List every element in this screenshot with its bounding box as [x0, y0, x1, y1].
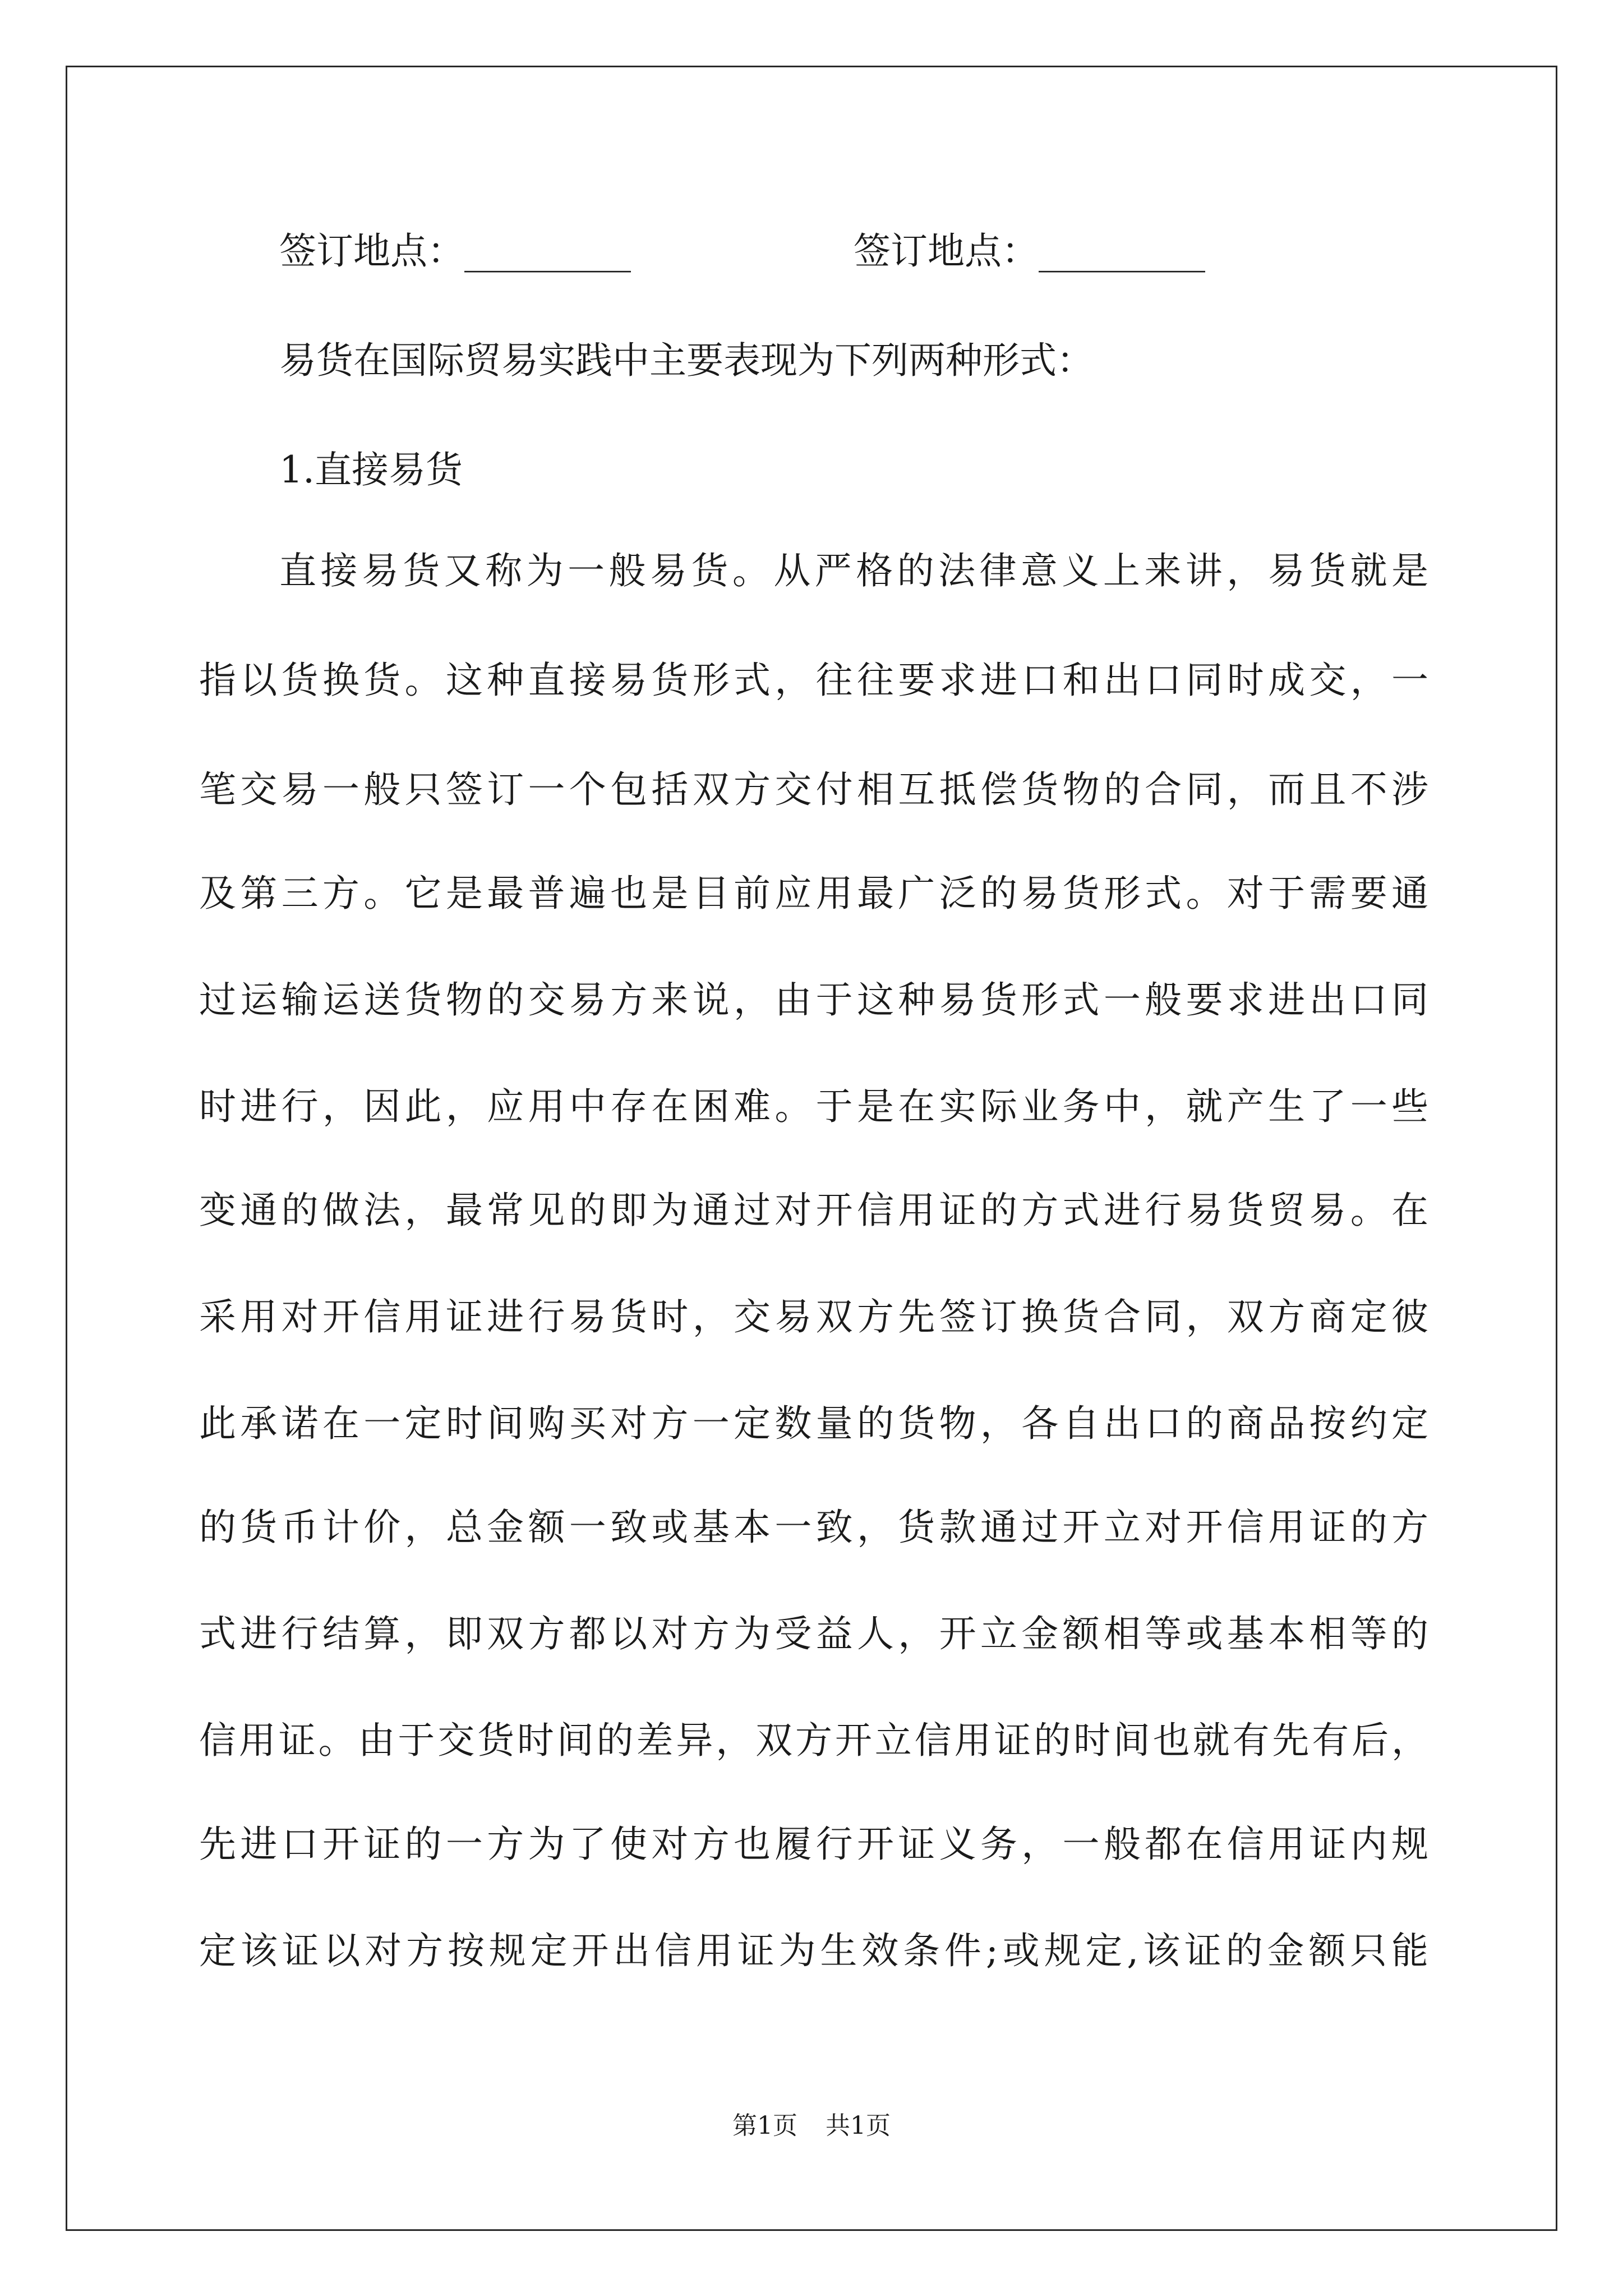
page-number-total: 共1页 — [826, 2111, 891, 2140]
paragraph-line: 过运输运送货物的交易方来说，由于这种易货形式一般要求进出口同 — [199, 978, 1428, 1022]
paragraph-line: 信用证。由于交货时间的差异，双方开立信用证的时间也就有先有后， — [199, 1719, 1428, 1762]
paragraph-line: 笔交易一般只签订一个包括双方交付相互抵偿货物的合同，而且不涉 — [199, 768, 1428, 811]
paragraph-line: 式进行结算，即双方都以对方为受益人，开立金额相等或基本相等的 — [199, 1612, 1428, 1655]
paragraph-line: 指以货换货。这种直接易货形式，往往要求进口和出口同时成交，一 — [199, 659, 1428, 702]
page-footer — [0, 2111, 1623, 2140]
paragraph-line: 直接易货又称为一般易货。从严格的法律意义上来讲，易货就是 — [279, 549, 1428, 592]
paragraph-line: 及第三方。它是最普遍也是目前应用最广泛的易货形式。对于需要通 — [199, 872, 1428, 915]
paragraph-line: 时进行，因此，应用中存在困难。于是在实际业务中，就产生了一些 — [199, 1085, 1428, 1128]
page-number-current: 第1页 — [732, 2111, 797, 2140]
paragraph-line: 的货币计价，总金额一致或基本一致，货款通过开立对开信用证的方 — [199, 1506, 1428, 1549]
paragraph-line: 变通的做法，最常见的即为通过对开信用证的方式进行易货贸易。在 — [199, 1189, 1428, 1232]
paragraph-line: 此承诺在一定时间购买对方一定数量的货物，各自出口的商品按约定 — [199, 1402, 1428, 1445]
intro-sentence: 易货在国际贸易实践中主要表现为下列两种形式： — [279, 339, 1094, 382]
page-border — [66, 66, 1557, 2231]
signing-place-right: 签订地点：_________ — [854, 229, 1205, 273]
signing-place-left: 签订地点：_________ — [279, 229, 631, 273]
paragraph-line: 先进口开证的一方为了使对方也履行开证义务，一般都在信用证内规 — [199, 1823, 1428, 1866]
section-heading: 1.直接易货 — [279, 448, 463, 491]
paragraph-line: 定该证以对方按规定开出信用证为生效条件;或规定,该证的金额只能 — [199, 1929, 1428, 1972]
paragraph-line: 采用对开信用证进行易货时，交易双方先签订换货合同，双方商定彼 — [199, 1295, 1428, 1338]
